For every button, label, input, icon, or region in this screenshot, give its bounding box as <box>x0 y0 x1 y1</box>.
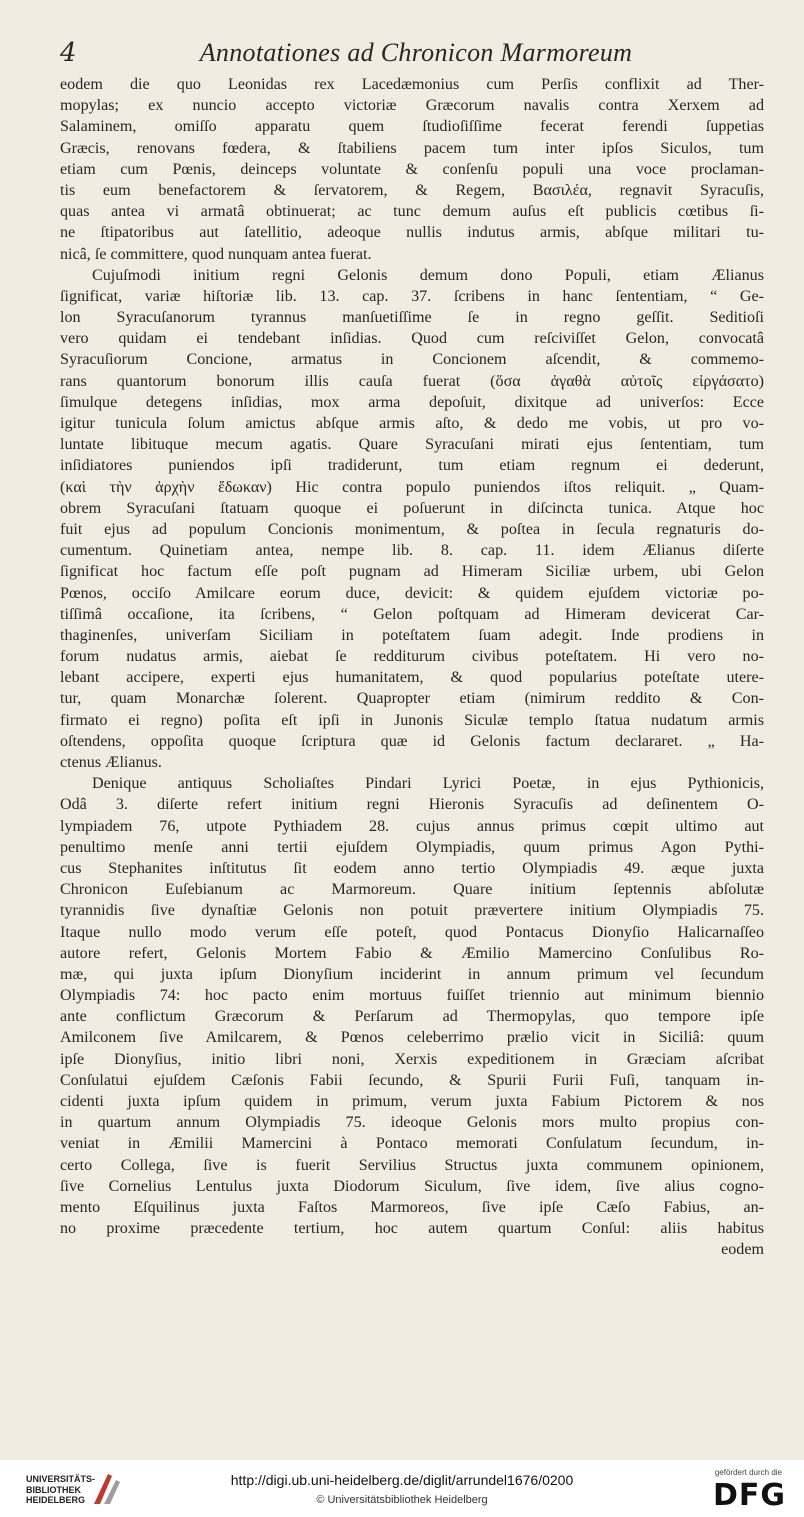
text-line: ſimulque detegens inſidias, mox arma depoſuit, dixitque ad univerſos: Ecce <box>60 393 764 411</box>
text-line: oſtendens, oppoſita quoque ſcriptura quæ id Gelonis factum declararet. „ Ha- <box>60 732 764 750</box>
text-line: lon Syracuſanorum tyrannus manſuetiſſime ſe in regno geſſit. Seditioſi <box>60 309 764 327</box>
text-line: mento Eſquilinus juxta Faſtos Marmoreos, ſive ipſe Cæſo Fabius, an- <box>60 1198 764 1216</box>
text-line: tis eum benefactorem & ſervatorem, & Regem, Βασιλέα, regnavit Syracuſis, <box>60 181 764 199</box>
text-line: Chronicon Euſebianum ac Marmoreum. Quare initium ſeptennis abſolutæ <box>60 881 764 899</box>
text-line: certo Collega, ſive is fuerit Servilius Structus juxta communem opinionem, <box>60 1156 764 1174</box>
text-line: Amilconem ſive Amilcarem, & Pœnos celeberrimo prælio vicit in Siciliâ: quum <box>60 1029 764 1047</box>
text-line: eodem <box>721 1241 764 1259</box>
text-line: Denique antiquus Scholiaſtes Pindari Lyrici Poetæ, in ejus Pythionicis, <box>92 775 764 793</box>
funded-by-label: gefördert durch die <box>714 1468 782 1477</box>
text-line: nicâ, ſe committere, quod nunquam antea fuerat. <box>60 245 372 263</box>
text-line: Salaminem, omiſſo apparatu quem ſtudioſiſſime fecerat ferendi ſuppetias <box>60 118 764 136</box>
footer-bar <box>0 1460 804 1517</box>
text-line: mæ, qui juxta ipſum Dionyſium inciderint in annum primum vel ſecundum <box>60 965 764 983</box>
page-header <box>56 38 776 74</box>
text-line: cus Stephanites inſtitutus ſit eodem anno tertio Olympiadis 49. æque juxta <box>60 859 764 877</box>
text-line: etiam cum Pœnis, deinceps voluntate & conſenſu populi una voce proclaman- <box>60 160 764 178</box>
text-line: cumentum. Quinetiam antea, nempe lib. 8. cap. 11. idem Ælianus diſerte <box>60 542 764 560</box>
text-line: Syracuſiorum Concione, armatus in Concionem aſcendit, & commemo- <box>60 351 764 369</box>
text-line: in quartum annum Olympiadis 75. ideoque Gelonis mors multo propius con- <box>60 1114 764 1132</box>
text-line: (καὶ τὴν ἀρχὴν ἔδωκαν) Hic contra populo puniendos iſtos reliquit. „ Quam- <box>60 478 764 496</box>
text-line: ctenus Ælianus. <box>60 754 162 771</box>
text-line: Cujuſmodi initium regni Gelonis demum dono Populi, etiam Ælianus <box>92 266 764 284</box>
text-line: lebant accipere, experti ejus humanitatem, & quod popularius poteſtate utere- <box>60 669 764 687</box>
text-line: forum nudatus armis, aiebat ſe redditurum civibus poteſtatem. Hi vero no- <box>60 648 764 666</box>
text-line: Conſulatui ejuſdem Cæſonis Fabii ſecundo, & Spurii Furii Fuſi, tanquam in- <box>60 1071 764 1089</box>
text-line: ſive Cornelius Lentulus juxta Diodorum Siculum, ſive idem, ſive alius cogno- <box>60 1177 764 1195</box>
text-line: no proxime præcedente tertium, hoc autem quartum Conſul: aliis habitus <box>60 1220 764 1238</box>
text-line: autore refert, Gelonis Mortem Fabio & Æmilio Mamercino Conſulibus Ro- <box>60 944 764 962</box>
text-body <box>60 74 764 1261</box>
text-line: Olympiadis 74: hoc pacto enim mortuus fuiſſet triennio aut minimum biennio <box>60 987 764 1005</box>
text-line: penultimo menſe anni tertii ejuſdem Olympiadis, quum primus Agon Pythi- <box>60 838 764 856</box>
copyright-notice: © Universitätsbibliothek Heidelberg <box>316 1494 488 1506</box>
text-line: igitur tunicula ſolum amictus abſque armis aſto, & dedo me vobis, ut pro vo- <box>60 415 764 432</box>
text-line: tyrannidis ſive dynaſtiæ Gelonis non potuit prævertere initium Olympiadis 75. <box>60 902 764 920</box>
text-line: inſidiatores puniendos ipſi tradiderunt, tum etiam regnum ei dederunt, <box>60 457 764 475</box>
running-title: Annotationes ad Chronicon Marmoreum <box>199 38 633 67</box>
text-line: rans quantorum bonorum illis cauſa fuerat (ὅσα ἀγαθὰ αὐτοῖς εἰργάσατο) <box>60 372 764 390</box>
logo-line-2: BIBLIOTHEK <box>26 1484 81 1495</box>
text-line: Græcis, renovans fœdera, & ſtabiliens pacem tum inter ipſos Siculos, tum <box>60 139 764 157</box>
text-line: vero quidam ei tendebant inſidias. Quod cum reſciviſſet Gelon, convocatâ <box>60 330 764 348</box>
text-line: luntate libituque mecum agatis. Quare Syracuſani mirati ejus ſententiam, tum <box>60 436 764 454</box>
text-line: ne ſtipatoribus aut ſatellitio, adeoque nullis indutus armis, abſque militari tu- <box>60 224 764 242</box>
text-line: quas antea vi armatâ obtinuerat; ac tunc demum auſus eſt publicis cœtibus ſi- <box>60 203 764 221</box>
text-line: tiſſimâ occaſione, ita ſcribens, “ Gelon poſtquam ad Himeram devicerat Car- <box>60 605 764 623</box>
page-number: 4 <box>60 38 77 68</box>
logo-line-3: HEIDELBERG <box>26 1495 86 1505</box>
text-line: veniat in Æmilii Mamercini à Pontaco memorati Conſulatum ſecundum, in- <box>60 1135 764 1153</box>
logo-line-1: UNIVERSITÄTS- <box>26 1474 96 1484</box>
text-line: eodem die quo Leonidas rex Lacedæmonius cum Perſis conflixit ad Ther- <box>60 76 764 93</box>
text-line: thaginenſes, univerſam Siciliam in poteſtatem ſuam adegit. Inde prodiens in <box>60 626 764 644</box>
text-line: lympiadem 76, utpote Pythiadem 28. cujus annus primus cœpit ultimo aut <box>60 817 764 835</box>
text-line: ante conflictum Græcorum & Perſarum ad Thermopylas, quo tempore ipſe <box>60 1008 764 1026</box>
text-line: Odâ 3. diſerte refert initium regni Hieronis Syracuſis ad deſinentem O- <box>60 796 764 814</box>
text-line: mopylas; ex nuncio accepto victoriæ Græcorum navalis contra Xerxem ad <box>60 97 764 115</box>
text-line: cidenti juxta ipſum quidem in primum, verum juxta Fabium Pictorem & nos <box>60 1093 764 1110</box>
text-line: tur, quam Monarchæ ſolerent. Quapropter etiam (nimirum reddito & Con- <box>60 690 764 708</box>
text-line: Itaque nullo modo verum eſſe poteſt, quod Pontacus Dionyſio Halicarnaſſeo <box>60 923 764 941</box>
text-line: Pœnos, occiſo Amilcare eorum duce, devicit: & quidem ejuſdem victoriæ po- <box>60 584 764 602</box>
text-line: ſignificat hoc factum eſſe poſt pugnam ad Himeram Siciliæ urbem, ubi Gelon <box>60 563 764 581</box>
source-url-link[interactable]: http://digi.ub.uni-heidelberg.de/diglit/arrundel1676/0200 <box>230 1472 574 1488</box>
dfg-logo[interactable]: DFG <box>712 1478 786 1513</box>
text-line: fuit ejus ad populum Concionis monimentum, & poſtea in ſecula regnaturis do- <box>60 520 764 538</box>
text-line: firmato ei regno) poſita eſt ipſi in Junonis Siculæ templo ſtatua nudatum armis <box>60 711 764 729</box>
text-line: ſignificat, variæ hiſtoriæ lib. 13. cap. 37. ſcribens in hanc ſententiam, “ Ge- <box>60 287 764 305</box>
text-line: ipſe Dionyſius, initio libri noni, Xerxis expeditionem in Græciam aſcribat <box>60 1050 764 1068</box>
text-line: obrem Syracuſani ſtatuam quoque ei poſuerunt in diſcincta tunica. Atque hoc <box>60 499 764 517</box>
